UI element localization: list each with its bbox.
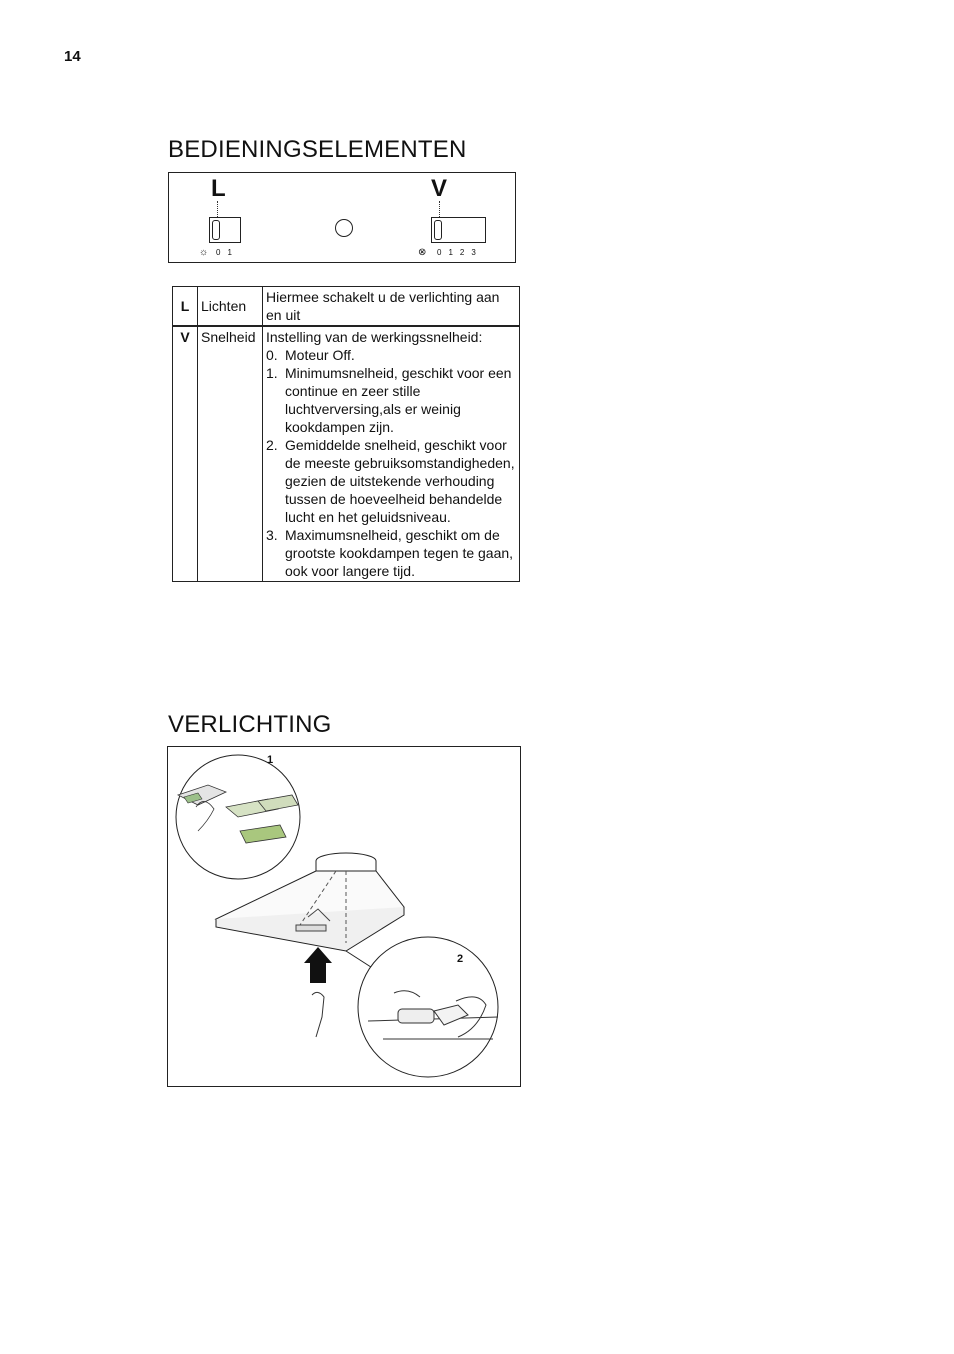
row-description: Hiermee schakelt u de verlichting aan en uit	[263, 287, 520, 327]
callout-2: 2	[457, 953, 464, 965]
panel-letter-light: L	[211, 175, 226, 202]
leader-line	[439, 201, 440, 217]
list-item: 0. Moteur Off.	[266, 347, 355, 363]
fan-icon: ⊗	[418, 247, 427, 258]
row-name: Lichten	[198, 287, 263, 327]
panel-letter-speed: V	[431, 175, 448, 202]
speed-intro: Instelling van de werkingssnelheid:	[266, 329, 483, 345]
table-row	[173, 287, 520, 327]
list-item: 1. Minimumsnelheid, geschikt voor een continue en zeer stille luchtverversing,als er weinig kookdampen zijn.	[266, 365, 512, 435]
speed-scale: 0 1 2 3	[437, 248, 476, 257]
hood-drawing	[168, 747, 520, 1086]
list-item: 3. Maximumsnelheid, geschikt om de grootste kookdampen tegen te gaan, ook voor langere tijd.	[266, 527, 514, 579]
light-switch	[209, 217, 241, 243]
section-title-lighting: VERLICHTING	[168, 711, 332, 738]
table-row	[173, 326, 520, 582]
speed-switch	[431, 217, 486, 243]
leader-line	[217, 201, 218, 217]
light-scale: 0 1	[216, 248, 232, 257]
lamp-indicator	[335, 219, 353, 237]
speed-list	[266, 346, 516, 580]
callout-1: 1	[267, 754, 274, 766]
row-description	[263, 326, 520, 582]
section-title-controls: BEDIENINGSELEMENTEN	[168, 136, 467, 163]
page-number: 14	[64, 48, 81, 65]
controls-table	[172, 286, 520, 582]
control-panel-diagram	[168, 172, 516, 263]
sun-icon: ☼	[199, 247, 209, 258]
list-item: 2. Gemiddelde snelheid, geschikt voor de meeste gebruiksomstandigheden, gezien de uitstekende verhouding tussen de hoeveelheid behandelde lucht en het geluidsniveau.	[266, 437, 515, 525]
row-name: Snelheid	[198, 326, 263, 582]
lighting-illustration	[167, 746, 521, 1087]
row-key: V	[173, 326, 198, 582]
row-key: L	[173, 287, 198, 327]
